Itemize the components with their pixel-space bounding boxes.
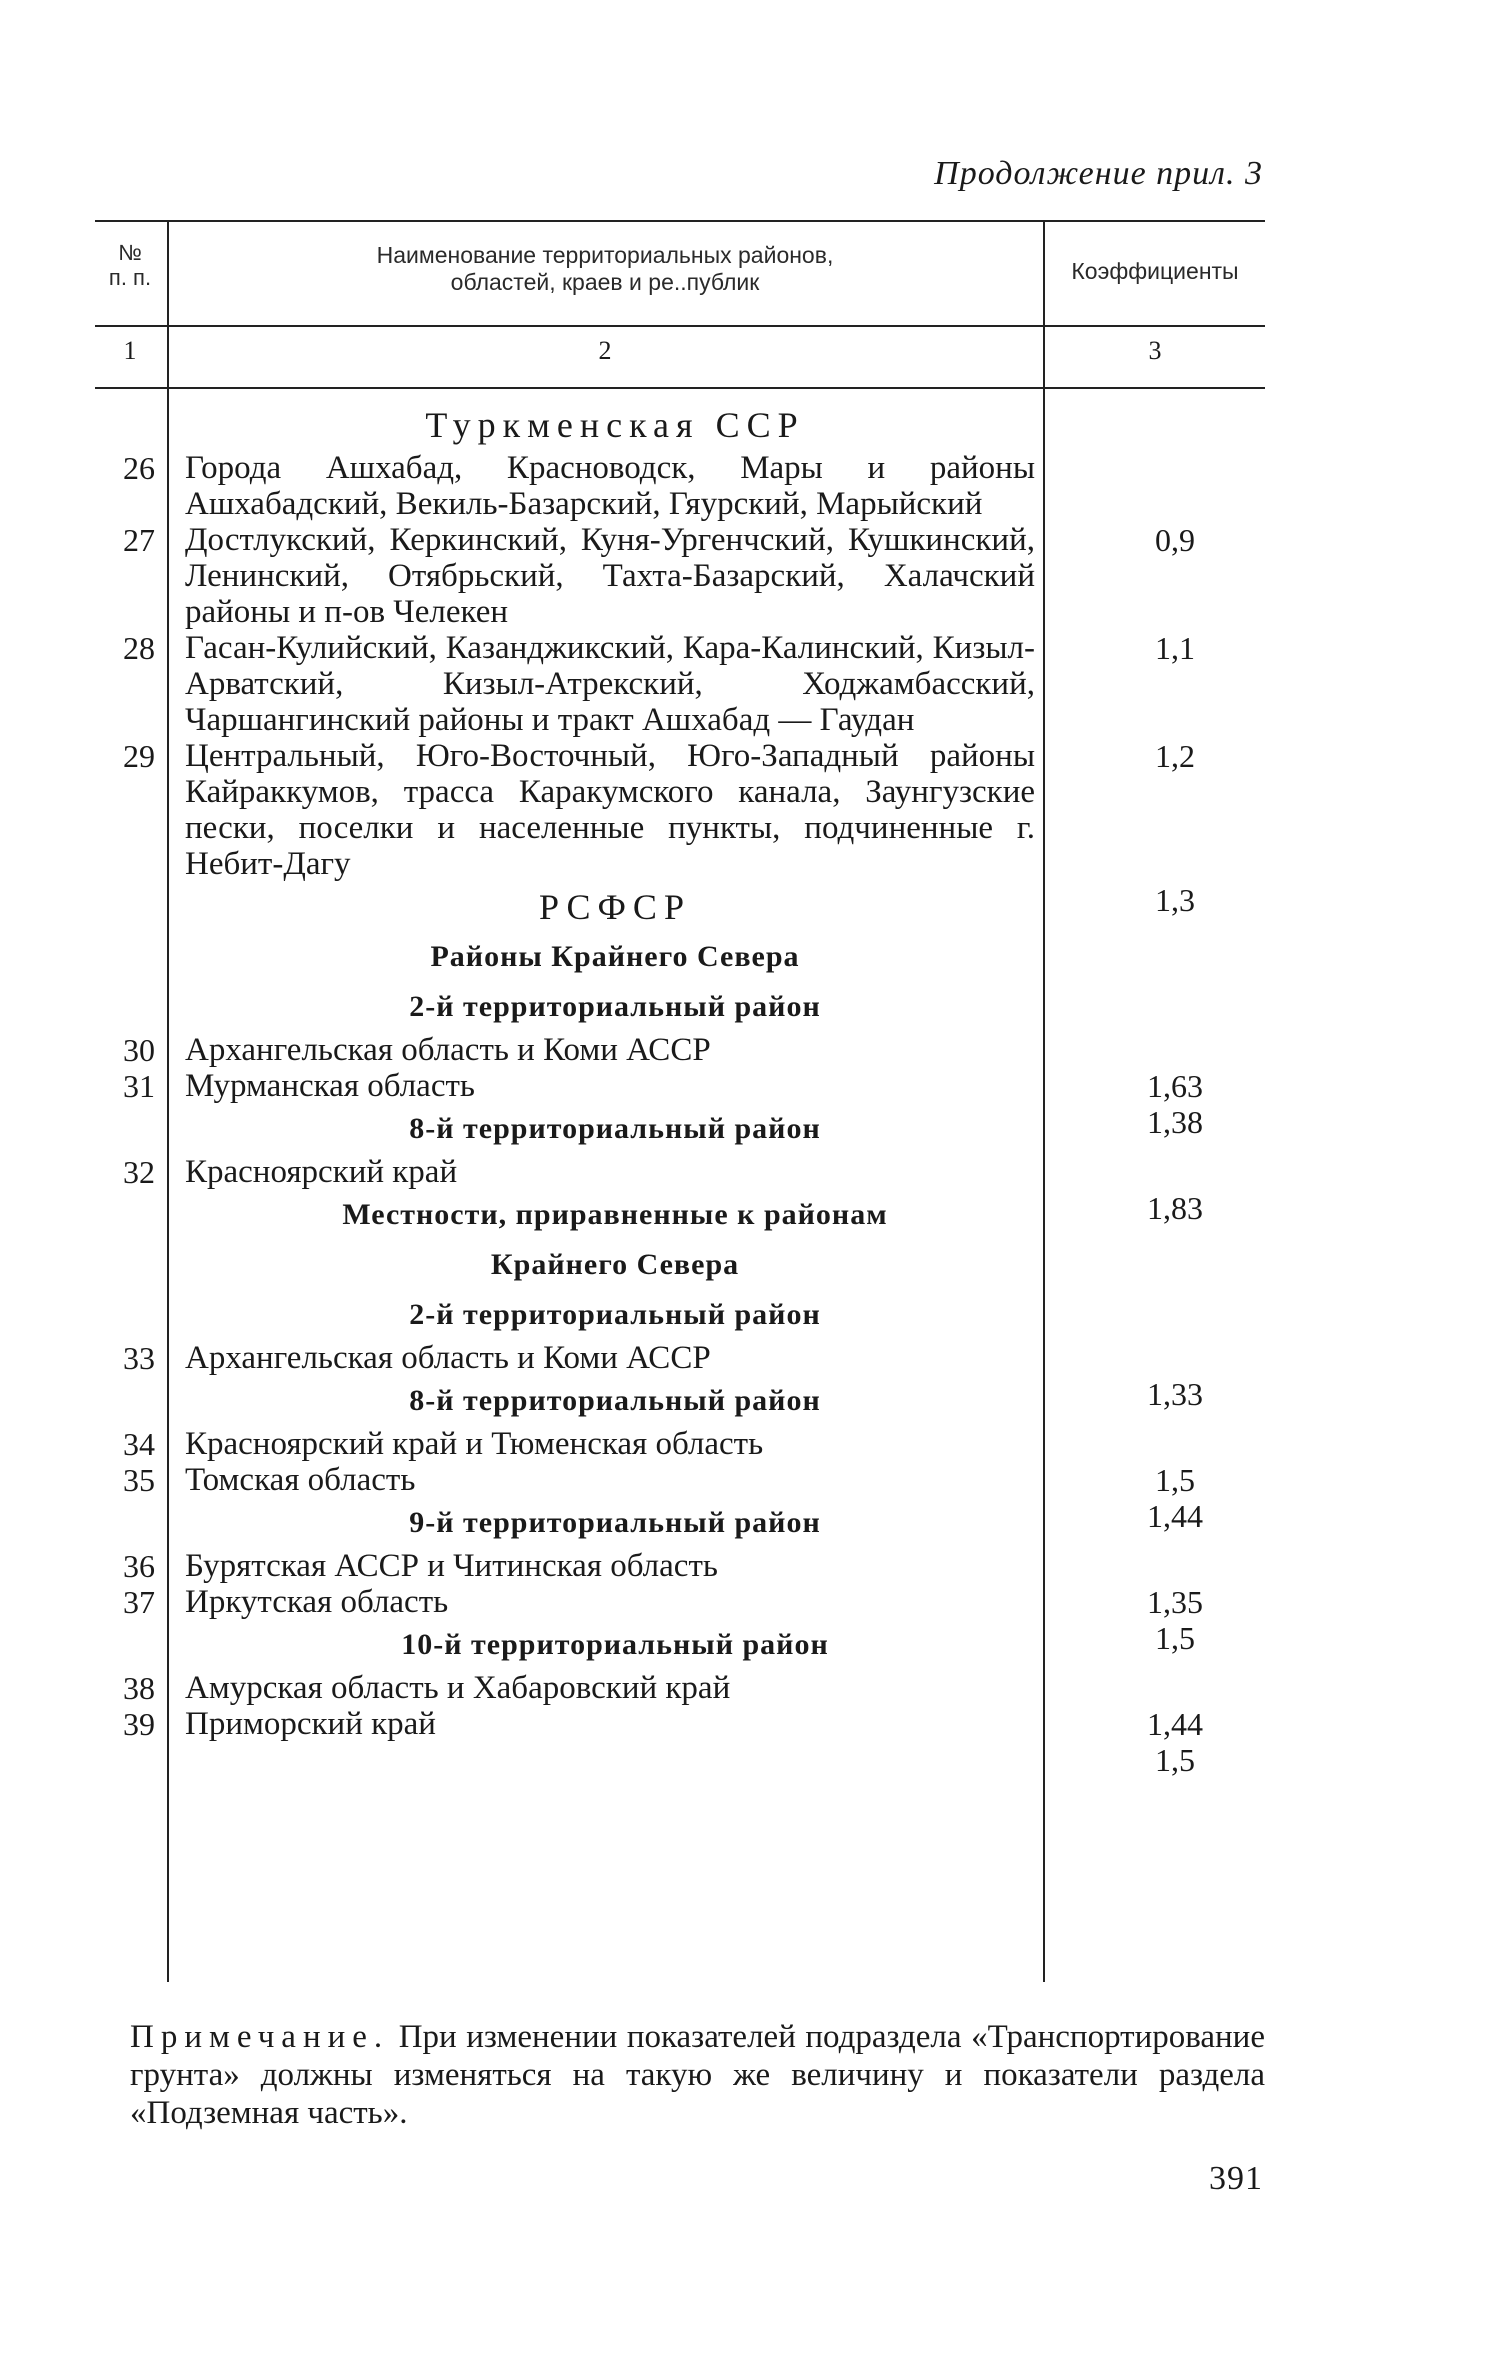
coefficient-value: 1,33 <box>1147 1376 1203 1412</box>
region-name: Бурятская АССР и Читинская область <box>185 1548 718 1584</box>
row-number: 26 <box>123 450 155 486</box>
row-number: 29 <box>123 738 155 774</box>
header-num-abbr: п. п. <box>108 265 152 290</box>
row-number: 31 <box>123 1068 155 1104</box>
region-name: Города Ашхабад, Красноводск, Мары и районы Ашхабадский, Векиль-Базарский, Гяурский, Марыйский <box>185 450 1035 522</box>
region-name: Амурская область и Хабаровский край <box>185 1670 731 1706</box>
section-heading: 9-й территориальный район <box>409 1506 821 1539</box>
region-name: Иркутская область <box>185 1584 449 1620</box>
section-heading: 2-й территориальный район <box>409 1298 821 1331</box>
section-heading: 10-й территориальный район <box>401 1628 829 1661</box>
region-name: Томская область <box>185 1462 416 1498</box>
coefficient-value: 1,35 <box>1147 1584 1203 1620</box>
row-number: 33 <box>123 1340 155 1376</box>
section-heading: Туркменская ССР <box>425 405 805 445</box>
footnote <box>130 2018 1265 2132</box>
section-heading: Районы Крайнего Севера <box>430 940 800 973</box>
region-name: Архангельская область и Коми АССР <box>185 1340 711 1376</box>
coefficient-value: 0,9 <box>1155 522 1195 558</box>
column-number-2: 2 <box>598 336 612 365</box>
row-number: 28 <box>123 630 155 666</box>
table-row <box>95 1706 1265 1778</box>
coefficient-value: 1,63 <box>1147 1068 1203 1104</box>
coefficient-value: 1,5 <box>1155 1742 1195 1778</box>
coefficient-value: 1,5 <box>1155 1620 1195 1656</box>
row-number: 32 <box>123 1154 155 1190</box>
header-name-col <box>170 242 1040 296</box>
coefficient-value: 1,44 <box>1147 1498 1203 1534</box>
coefficient-value: 1,3 <box>1155 882 1195 918</box>
header-name-line1: Наименование территориальных районов, <box>376 242 834 268</box>
region-name: Приморский край <box>185 1706 436 1742</box>
region-name: Гасан-Кулийский, Казанджикский, Кара-Калинский, Кизыл-Арватский, Кизыл-Атрекский, Ходжамбасский, Чаршангинский районы и тракт Ашхабад — Гаудан <box>185 630 1035 738</box>
section-heading: 8-й территориальный район <box>409 1112 821 1145</box>
coefficient-value: 1,5 <box>1155 1462 1195 1498</box>
table-body <box>95 400 1265 1778</box>
header-bottom-rule <box>95 325 1265 327</box>
section-heading: 8-й территориальный район <box>409 1384 821 1417</box>
header-name-line2: областей, краев и ре..публик <box>450 269 760 295</box>
section-heading: РСФСР <box>539 887 691 927</box>
coefficient-value: 1,1 <box>1155 630 1195 666</box>
column-number-3: 3 <box>1148 336 1162 365</box>
row-number: 30 <box>123 1032 155 1068</box>
coefficient-value: 1,2 <box>1155 738 1195 774</box>
section-heading: Местности, приравненные к районам <box>342 1198 888 1231</box>
table-top-rule <box>95 220 1265 222</box>
header-coef-col: Коэффициенты <box>1071 258 1239 284</box>
region-name: Центральный, Юго-Восточный, Юго-Западный районы Кайраккумов, трасса Каракумского канала, Заунгузские пески, поселки и населенные пункты, подчиненные г. Небит-Дагу <box>185 738 1035 882</box>
continuation-label: Продолжение прил. 3 <box>934 155 1263 192</box>
coefficient-value: 1,44 <box>1147 1706 1203 1742</box>
row-number: 37 <box>123 1584 155 1620</box>
footnote-lead: Примечание. <box>130 2019 390 2055</box>
region-name: Достлукский, Керкинский, Куня-Ургенчский, Кушкинский, Ленинский, Отябрьский, Тахта-Базарский, Халачский районы и п-ов Челекен <box>185 522 1035 630</box>
section-heading: Крайнего Севера <box>490 1248 740 1281</box>
header-num-col <box>95 240 165 290</box>
region-name: Архангельская область и Коми АССР <box>185 1032 711 1068</box>
page-number: 391 <box>1209 2160 1263 2197</box>
coefficient-value: 1,38 <box>1147 1104 1203 1140</box>
column-number-1: 1 <box>123 336 137 365</box>
region-name: Мурманская область <box>185 1068 475 1104</box>
row-number: 27 <box>123 522 155 558</box>
row-number: 38 <box>123 1670 155 1706</box>
row-number: 34 <box>123 1426 155 1462</box>
row-number: 39 <box>123 1706 155 1742</box>
section-heading: 2-й территориальный район <box>409 990 821 1023</box>
colnum-bottom-rule <box>95 387 1265 389</box>
row-number: 36 <box>123 1548 155 1584</box>
coefficient-value: 1,83 <box>1147 1190 1203 1226</box>
header-num-symbol: № <box>118 240 142 265</box>
region-name: Красноярский край <box>185 1154 458 1190</box>
footnote-text: При изменении показателей подраздела «Транспортирование грунта» должны изменяться на такую же величину и показатели раздела «Подземная часть». <box>130 2019 1265 2131</box>
row-number: 35 <box>123 1462 155 1498</box>
region-name: Красноярский край и Тюменская область <box>185 1426 764 1462</box>
